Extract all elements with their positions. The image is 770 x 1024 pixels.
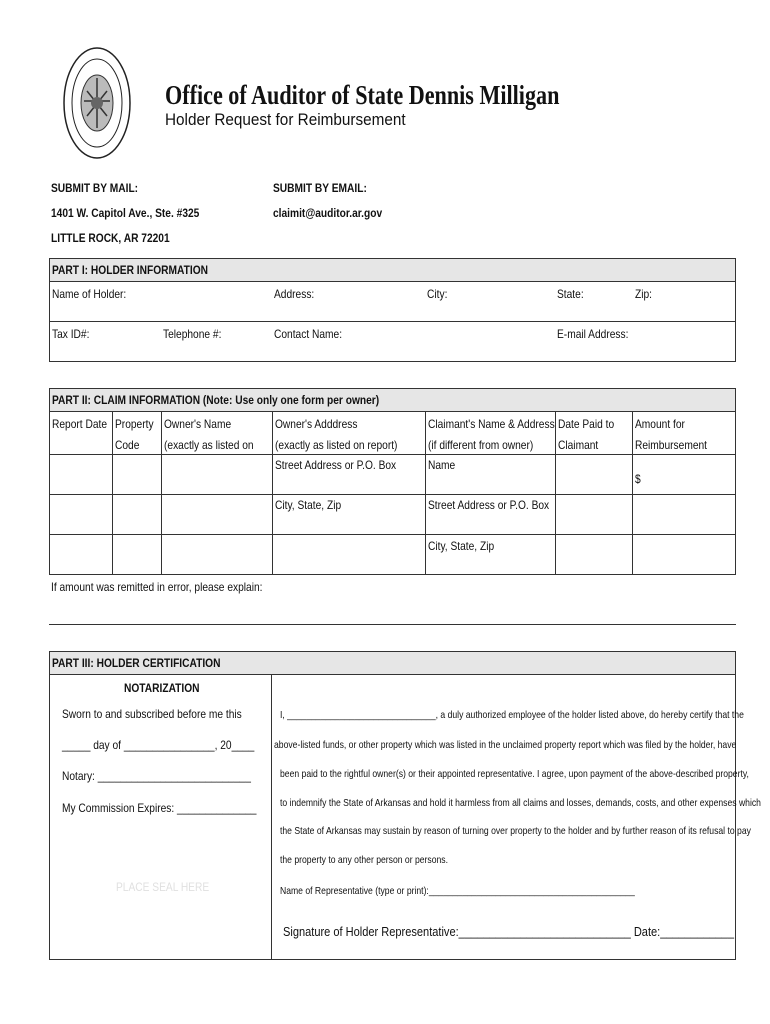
certification-line-3: been paid to the rightful owner(s) or their appointed representative. I agree, upon payment of the above-described property,	[280, 768, 749, 780]
page-title: Office of Auditor of State Dennis Milligan	[165, 80, 560, 110]
notarization-title: NOTARIZATION	[124, 681, 200, 695]
state-field[interactable]: State:	[557, 287, 584, 301]
seal-placeholder: PLACE SEAL HERE	[116, 880, 210, 894]
explain-label: If amount was remitted in error, please explain:	[51, 580, 263, 594]
certification-line-2: above-listed funds, or other property which was listed in the unclaimed property report which was filed by the holder, have	[274, 739, 737, 751]
signature-field[interactable]: Signature of Holder Representative:____________________________ Date:____________	[283, 924, 734, 939]
state-seal	[62, 46, 132, 161]
col-property-code-1: Property	[115, 417, 154, 431]
col-report-date: Report Date	[52, 417, 107, 431]
part2-col-line-3	[272, 412, 273, 575]
part2-col-line-2	[161, 412, 162, 575]
page-subtitle: Holder Request for Reimbursement	[165, 110, 406, 129]
owner-city-state-zip-field[interactable]: City, State, Zip	[275, 498, 342, 512]
telephone-field[interactable]: Telephone #:	[163, 327, 222, 341]
part2-col-line-5	[555, 412, 556, 575]
address-field[interactable]: Address:	[274, 287, 315, 301]
commission-expires-field[interactable]: My Commission Expires: ______________	[62, 801, 257, 815]
amount-field[interactable]: $	[635, 472, 641, 486]
claimant-name-field[interactable]: Name	[428, 458, 456, 472]
part2-header-text: PART II: CLAIM INFORMATION (Note: Use only one form per owner)	[52, 393, 380, 407]
certification-line-1[interactable]: I, _______________________________, a duly authorized employee of the holder listed above, do hereby certify that the	[280, 709, 744, 721]
col-owner-address-1: Owner's Adddress	[275, 417, 358, 431]
claimant-city-state-zip-field[interactable]: City, State, Zip	[428, 539, 495, 553]
claimant-street-field[interactable]: Street Address or P.O. Box	[428, 498, 550, 512]
tax-id-field[interactable]: Tax ID#:	[52, 327, 90, 341]
part2-col-line-4	[425, 412, 426, 575]
col-property-code-2: Code	[115, 438, 140, 452]
mail-label: SUBMIT BY MAIL:	[51, 181, 139, 195]
holder-name-field[interactable]: Name of Holder:	[52, 287, 127, 301]
email-address-field[interactable]: E-mail Address:	[557, 327, 629, 341]
part3-header-text: PART III: HOLDER CERTIFICATION	[52, 656, 221, 670]
col-owner-name-2: (exactly as listed on	[164, 438, 254, 452]
mail-address-line2: LITTLE ROCK, AR 72201	[51, 231, 170, 245]
email-address: claimit@auditor.ar.gov	[273, 206, 383, 220]
col-date-paid-2: Claimant	[558, 438, 599, 452]
part2-col-line-1	[112, 412, 113, 575]
col-amount-1: Amount for	[635, 417, 685, 431]
part1-row-divider	[49, 321, 736, 322]
col-amount-2: Reimbursement	[635, 438, 707, 452]
col-owner-name-1: Owner's Name	[164, 417, 232, 431]
notary-field[interactable]: Notary: ___________________________	[62, 769, 251, 783]
certification-line-6: the property to any other person or persons.	[280, 854, 448, 866]
city-field[interactable]: City:	[427, 287, 448, 301]
part1-header-text: PART I: HOLDER INFORMATION	[52, 263, 209, 277]
col-owner-address-2: (exactly as listed on report)	[275, 438, 398, 452]
email-label: SUBMIT BY EMAIL:	[273, 181, 367, 195]
sworn-text: Sworn to and subscribed before me this	[62, 707, 242, 721]
explain-line[interactable]	[49, 624, 736, 625]
col-claimant-2: (if different from owner)	[428, 438, 534, 452]
col-date-paid-1: Date Paid to	[558, 417, 615, 431]
certification-line-5: the State of Arkansas may sustain by reason of turning over property to the holder and by further reason of its refusal to pay	[280, 825, 751, 837]
mail-address-line1: 1401 W. Capitol Ave., Ste. #325	[51, 206, 200, 220]
zip-field[interactable]: Zip:	[635, 287, 653, 301]
certification-line-4: to indemnify the State of Arkansas and hold it harmless from all claims and losses, demands, costs, and other expenses which	[280, 797, 761, 809]
representative-name-field[interactable]: Name of Representative (type or print):___________________________________________	[280, 885, 635, 897]
contact-name-field[interactable]: Contact Name:	[274, 327, 343, 341]
day-of-field[interactable]: _____ day of ________________, 20____	[62, 738, 255, 752]
part2-col-line-6	[632, 412, 633, 575]
col-claimant-1: Claimant's Name & Address	[428, 417, 555, 431]
part3-divider	[271, 675, 272, 960]
owner-street-field[interactable]: Street Address or P.O. Box	[275, 458, 397, 472]
